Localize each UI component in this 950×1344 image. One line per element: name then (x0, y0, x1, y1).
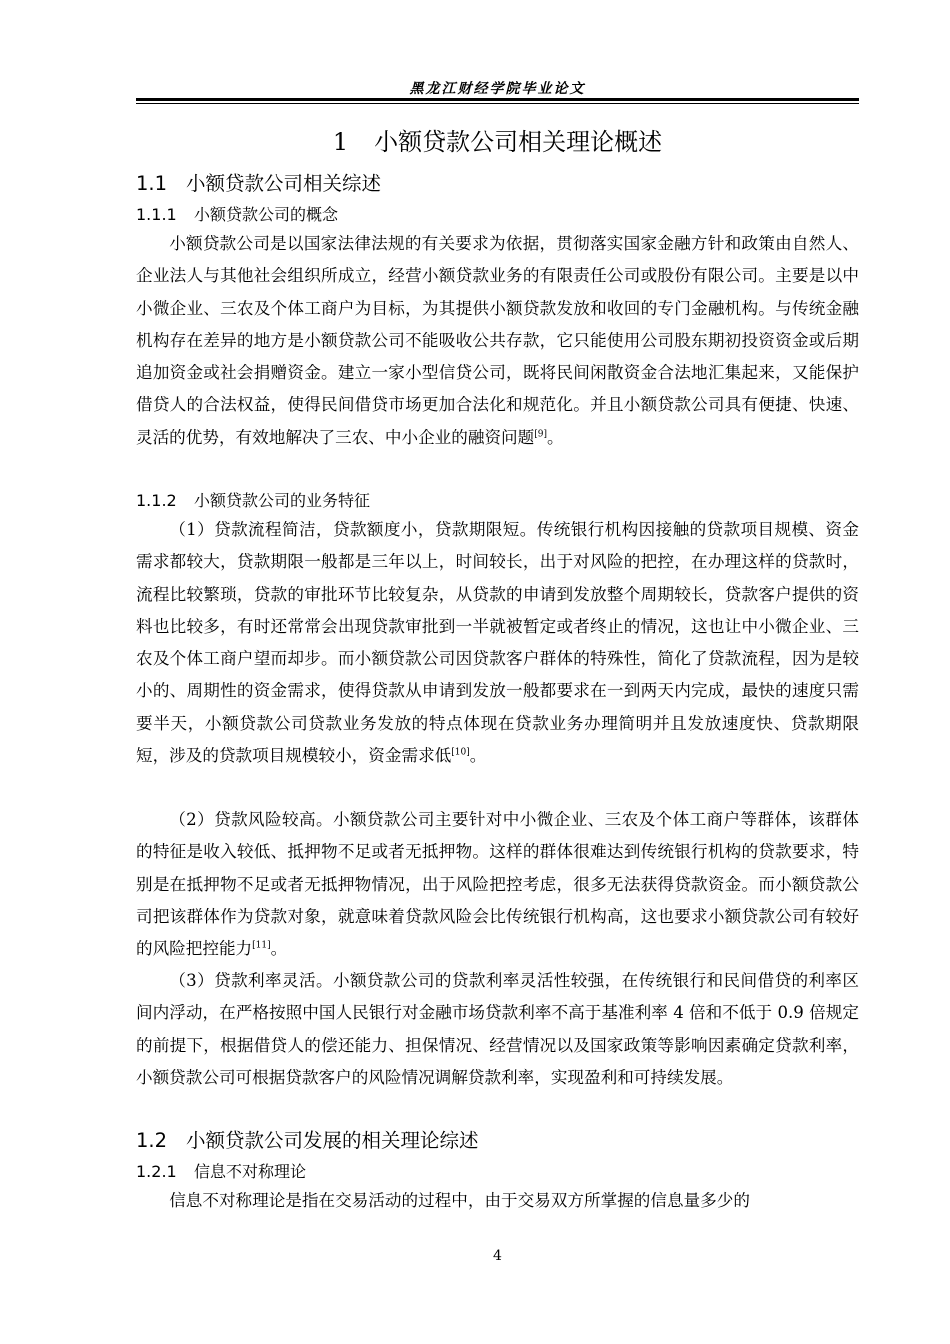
subsection-number: 1.1.1 (136, 205, 177, 224)
section-title: 小额贷款公司发展的相关理论综述 (186, 1129, 479, 1152)
subsection-number: 1.2.1 (136, 1162, 177, 1181)
paragraph-concept (136, 228, 859, 454)
subsection-title: 小额贷款公司的业务特征 (194, 491, 371, 510)
header-rule-thick (136, 98, 859, 101)
subsection-title: 小额贷款公司的概念 (194, 205, 339, 224)
subsection-heading-1-1-2 (136, 488, 370, 511)
paragraph-text: （2）贷款风险较高。小额贷款公司主要针对中小微企业、三农及个体工商户等群体，该群体的特征是收入较低、抵押物不足或者无抵押物。这样的群体很难达到传统银行机构的贷款要求，特别是在抵押物不足或者无抵押物情况，出于风险把控考虑，很多无法获得贷款资金。而小额贷款公司把该群体作为贷款对象，就意味着贷款风险会比传统银行机构高，这也要求小额贷款公司有较好的风险把控能力 (136, 810, 859, 959)
paragraph-feature-1 (136, 514, 859, 772)
section-number: 1.2 (136, 1129, 168, 1152)
citation: [11] (252, 940, 271, 951)
paragraph-tail: 。 (469, 746, 487, 766)
subsection-number: 1.1.2 (136, 491, 177, 510)
paragraph-text: （1）贷款流程简洁，贷款额度小，贷款期限短。传统银行机构因接触的贷款项目规模、资金需求都较大，贷款期限一般都是三年以上，时间较长，出于对风险的把控，在办理这样的贷款时，流程比较繁琐，贷款的审批环节比较复杂，从贷款的申请到发放整个周期较长，贷款客户提供的资料也比较多，有时还常常会出现贷款审批到一半就被暂定或者终止的情况，这也让中小微企业、三农及个体工商户望而却步。而小额贷款公司因贷款客户群体的特殊性，简化了贷款流程，因为是较小的、周期性的资金需求，使得贷款从申请到发放一般都要求在一到两天内完成，最快的速度只需要半天，小额贷款公司贷款业务发放的特点体现在贷款业务办理简明并且发放速度快、贷款期限短，涉及的贷款项目规模较小，资金需求低 (136, 520, 859, 766)
page-number: 4 (493, 1248, 502, 1264)
chapter-title-text: 小额贷款公司相关理论概述 (374, 128, 663, 156)
citation: [10] (451, 747, 470, 758)
chapter-number: 1 (332, 128, 349, 156)
paragraph-tail: 。 (547, 427, 564, 447)
citation: [9] (534, 429, 547, 440)
running-header: 黑龙江财经学院毕业论文 (409, 81, 586, 97)
subsection-heading-1-1-1 (136, 202, 338, 225)
section-heading-1-2 (136, 1125, 479, 1153)
paragraph-tail: 。 (270, 939, 288, 959)
paragraph-information-asymmetry (136, 1185, 859, 1217)
paragraph-text: 信息不对称理论是指在交易活动的过程中，由于交易双方所掌握的信息量多少的 (169, 1191, 750, 1210)
section-number: 1.1 (136, 172, 168, 195)
paragraph-feature-3 (136, 965, 859, 1094)
paragraph-text: 小额贷款公司是以国家法律法规的有关要求为依据，贯彻落实国家金融方针和政策由自然人、企业法人与其他社会组织所成立，经营小额贷款业务的有限责任公司或股份有限公司。主要是以中小微企业、三农及个体工商户为目标，为其提供小额贷款发放和收回的专门金融机构。与传统金融机构存在差异的地方是小额贷款公司不能吸收公共存款，它只能使用公司股东期初投资资金或后期追加资金或社会捐赠资金。建立一家小型信贷公司，既将民间闲散资金合法地汇集起来，又能保护借贷人的合法权益，使得民间借贷市场更加合法化和规范化。并且小额贷款公司具有便捷、快速、灵活的优势，有效地解决了三农、中小企业的融资问题 (136, 234, 859, 447)
subsection-heading-1-2-1 (136, 1159, 306, 1182)
header-rule-thin (136, 103, 859, 104)
chapter-title (136, 122, 859, 157)
section-title: 小额贷款公司相关综述 (186, 172, 382, 195)
subsection-title: 信息不对称理论 (194, 1162, 307, 1181)
paragraph-text: （3）贷款利率灵活。小额贷款公司的贷款利率灵活性较强，在传统银行和民间借贷的利率区间内浮动，在严格按照中国人民银行对金融市场贷款利率不高于基准利率 4 倍和不低于 0.9 倍规定的前提下，根据借贷人的偿还能力、担保情况、经营情况以及国家政策等影响因素确定贷款利率，小额贷款公司可根据贷款客户的风险情况调解贷款利率，实现盈利和可持续发展。 (136, 971, 859, 1087)
paragraph-feature-2 (136, 804, 859, 965)
section-heading-1-1 (136, 168, 381, 196)
